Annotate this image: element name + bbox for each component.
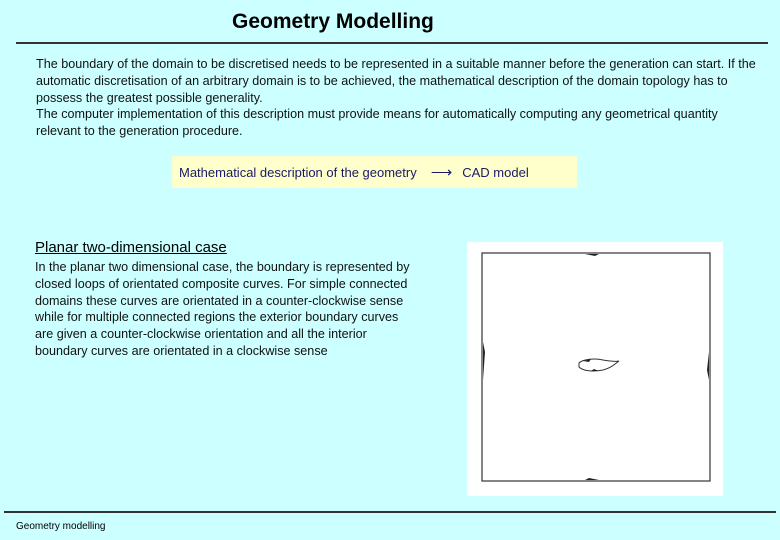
bottom-orientation-arrow-icon — [585, 478, 599, 480]
title-divider — [16, 42, 768, 44]
right-orientation-arrow-icon — [707, 352, 709, 380]
top-orientation-arrow-icon — [585, 254, 599, 256]
domain-boundary-diagram — [467, 242, 723, 496]
callout-geometry-label: Mathematical description of the geometry — [179, 164, 417, 180]
geometry-callout-box — [172, 156, 577, 188]
right-arrow-icon: ⟶ — [430, 164, 453, 181]
footer-divider — [4, 511, 776, 513]
slide-title: Geometry Modelling — [232, 10, 434, 33]
exterior-boundary-loop — [482, 253, 710, 481]
intro-paragraph-1: The boundary of the domain to be discretised needs to be represented in a suitable manner before the generation can start. If the automatic discretisation of an arbitrary domain is to be achieved, the mathematical description of the domain topology has to possess the greatest possible generality. — [36, 57, 756, 105]
section-body-text: In the planar two dimensional case, the boundary is represented by closed loops of orientated composite curves. For simple connected domains these curves are orientated in a counter-clockwise sense while for multiple connected regions the exterior boundary curves are given a counter-clockwise orientation and all the interior boundary curves are orientated in a clockwise sense — [35, 260, 410, 358]
intro-text — [36, 56, 756, 140]
footer-label: Geometry modelling — [16, 521, 106, 532]
domain-boundary-figure — [467, 242, 723, 496]
section-heading: Planar two-dimensional case — [35, 239, 227, 256]
callout-cad-label: CAD model — [462, 164, 529, 180]
left-orientation-arrow-icon — [483, 342, 485, 380]
intro-paragraph-2: The computer implementation of this description must provide means for automatically computing any geometrical quantity relevant to the generation procedure. — [36, 107, 718, 139]
interior-boundary-loop — [579, 359, 619, 371]
